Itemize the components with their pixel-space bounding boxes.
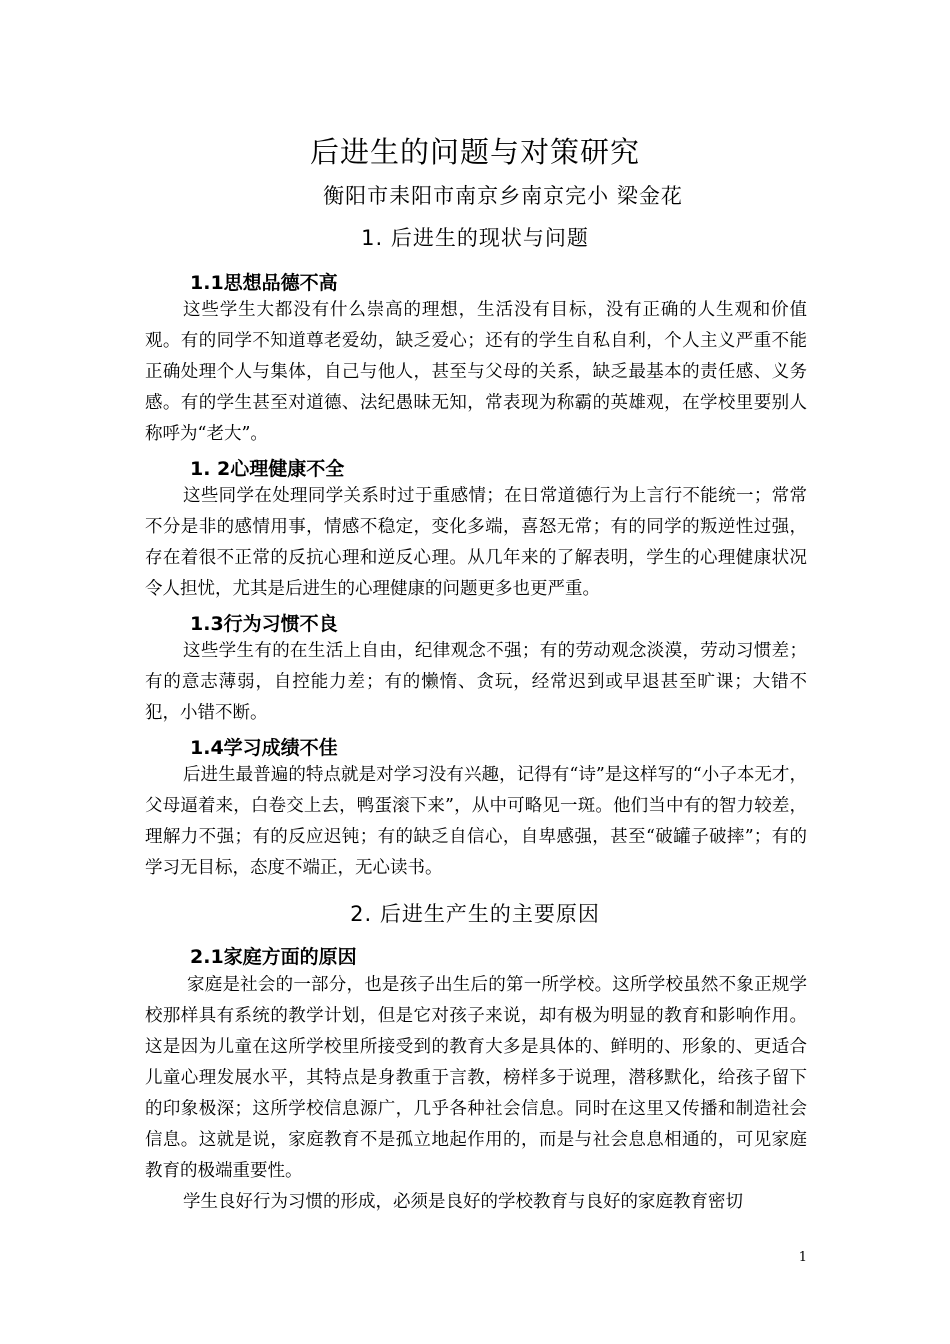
paragraph-1-3: 这些学生有的在生活上自由，纪律观念不强；有的劳动观念淡漠，劳动习惯差；有的意志薄弱，自控能力差；有的懒惰、贪玩，经常迟到或早退甚至旷课；大错不犯，小错不断。 [145,641,807,723]
paragraph-2-1-continued: 学生良好行为习惯的形成，必须是良好的学校教育与良好的家庭教育密切 [183,1192,743,1212]
subsection-heading-2-1: 2.1家庭方面的原因 [190,946,357,968]
page-number: 1 [798,1250,807,1265]
section-heading-1: 1. 后进生的现状与问题 [361,226,589,250]
document-title: 后进生的问题与对策研究 [309,135,640,169]
paragraph-1-2: 这些同学在处理同学关系时过于重感情；在日常道德行为上言行不能统一；常常不分是非的感情用事，情感不稳定，变化多端，喜怒无常；有的同学的叛逆性过强，存在着很不正常的反抗心理和逆反心理。从几年来的了解表明，学生的心理健康状况令人担忧，尤其是后进生的心理健康的问题更多也更严重。 [145,486,807,599]
paragraph-1-1: 这些学生大都没有什么崇高的理想，生活没有目标，没有正确的人生观和价值观。有的同学不知道尊老爱幼，缺乏爱心；还有的学生自私自利，个人主义严重不能正确处理个人与集体，自己与他人，甚至与父母的关系，缺乏最基本的责任感、义务感。有的学生甚至对道德、法纪愚昧无知，常表现为称霸的英雄观，在学校里要别人称呼为“老大”。 [145,300,807,444]
subsection-heading-1-4: 1.4学习成绩不佳 [190,737,338,759]
section-heading-2: 2. 后进生产生的主要原因 [350,902,600,926]
author-line: 衡阳市耒阳市南京乡南京完小 梁金花 [323,184,683,208]
subsection-heading-1-1: 1.1思想品德不高 [190,272,338,294]
subsection-heading-1-2: 1. 2心理健康不全 [190,458,345,480]
subsection-heading-1-3: 1.3行为习惯不良 [190,613,338,635]
paragraph-1-4: 后进生最普遍的特点就是对学习没有兴趣，记得有“诗”是这样写的“小子本无才，父母逼着来，白卷交上去，鸭蛋滚下来”，从中可略见一斑。他们当中有的智力较差，理解力不强；有的反应迟钝；有的缺乏自信心，自卑感强，甚至“破罐子破摔”；有的学习无目标，态度不端正，无心读书。 [145,765,807,878]
paragraph-2-1: 家庭是社会的一部分，也是孩子出生后的第一所学校。这所学校虽然不象正规学校那样具有系统的教学计划，但是它对孩子来说，却有极为明显的教育和影响作用。这是因为儿童在这所学校里所接受到的教育大多是具体的、鲜明的、形象的、更适合儿童心理发展水平，其特点是身教重于言教，榜样多于说理，潜移默化，给孩子留下的印象极深；这所学校信息源广，几乎各种社会信息。同时在这里又传播和制造社会信息。这就是说，家庭教育不是孤立地起作用的，而是与社会息息相通的，可见家庭教育的极端重要性。 [145,975,807,1181]
